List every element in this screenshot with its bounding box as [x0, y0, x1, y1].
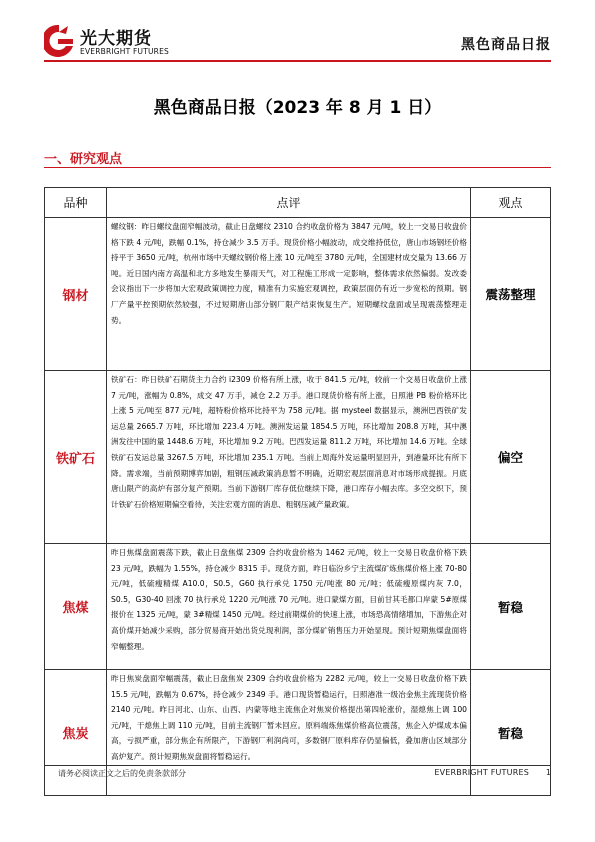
- view-cell: 暂稳: [471, 544, 551, 670]
- section-divider: [44, 167, 551, 168]
- header-product: 品种: [45, 188, 107, 218]
- everbright-logo-icon: [44, 24, 74, 58]
- logo-english-name: EVERBRIGHT FUTURES: [80, 47, 169, 56]
- page-header: [0, 0, 595, 70]
- footer-brand: EVERBRIGHT FUTURES: [434, 768, 529, 777]
- view-cell: 偏空: [471, 371, 551, 544]
- table-row-steel: [45, 218, 551, 371]
- table-row-iron-ore: [45, 371, 551, 544]
- product-cell: 焦炭: [45, 670, 107, 796]
- disclaimer-text: 请务必阅读正文之后的免责条款部分: [58, 769, 186, 778]
- table-row-coking-coal: [45, 544, 551, 670]
- table-header-row: [45, 188, 551, 218]
- document-title: 黑色商品日报（2023 年 8 月 1 日）: [153, 98, 442, 118]
- product-cell: 钢材: [45, 218, 107, 371]
- report-name: 黑色商品日报: [461, 37, 551, 53]
- comment-cell: 铁矿石：昨日铁矿石期货主力合约 i2309 价格有所上涨，收于 841.5 元/吨，较前一个交易日收盘价上涨 7 元/吨，涨幅为 0.8%，成交 47 万手，减仓 2.2 万手。港口现货价格有所上涨，日照港 PB 粉价格环比上涨 5 元/吨至 877 元/吨，超特粉价格环比持平为 758 元/吨。据 mysteel 数据显示，澳洲巴西铁矿发运总量 2665.7 万吨，环比增加 223.4 万吨。澳洲发运量 1854.5 万吨，环比增加 208.8 万吨，其中澳洲发往中国的量 1448.6 万吨，环比增加 9.2 万吨。巴西发运量 811.2 万吨，环比增加 14.6 万吨。全球铁矿石发运总量 3267.5 万吨，环比增加 235.1 万吨。当前上周海外发运量明显回升，到港量环比有所下降。需求端，当前预期博弈加剧，粗钢压减政策消息暂不明确，近期宏观层面消息对市场形成提振。月底唐山限产的高炉有部分复产预期。当前下游钢厂库存低位继续下降，港口库存小幅去库。多空交织下，预计铁矿石价格短期偏空看待，关注宏观方面的消息、粗钢压减产量政策。: [107, 371, 471, 544]
- product-cell: 铁矿石: [45, 371, 107, 544]
- header-view: 观点: [471, 188, 551, 218]
- product-cell: 焦煤: [45, 544, 107, 670]
- section-heading: 一、研究观点: [44, 152, 123, 167]
- logo-chinese-name: 光大期货: [80, 29, 152, 49]
- comment-cell: 昨日焦煤盘面震荡下跌，截止日盘焦煤 2309 合约收盘价格为 1462 元/吨，较上一交易日收盘价格下跌 23 元/吨，跌幅为 1.55%，持仓减少 8315 手。现货方面，昨日临汾乡宁主流煤矿炼焦煤价格上涨 70-80 元/吨，低硫瘦精煤 A10.0，S0.5，G60 执行承兑 1750 元/吨涨 80 元/吨；低硫瘦原煤内灰 7.0，S0.5，G30-40 回涨 70 执行承兑 1220 元/吨涨 70 元/吨。进口蒙煤方面，目前甘其毛都口岸蒙 5#原煤报价在 1325 元/吨，蒙 3#精煤 1450 元/吨。经过前期煤价的快速上涨，市场恐高情绪增加，下游焦企对高价煤开始减少采购，部分贸易商开始出货兑现利润，部分煤矿销售压力开始显现。预计短期焦煤盘面将窄幅整理。: [107, 544, 471, 670]
- research-table: [44, 187, 551, 796]
- footer-divider: [44, 765, 551, 766]
- header-divider: [44, 60, 551, 62]
- comment-cell: 螺纹钢：昨日螺纹盘面窄幅波动，截止日盘螺纹 2310 合约收盘价格为 3847 元/吨，较上一交易日收盘价格下跌 4 元/吨，跌幅 0.1%，持仓减少 3.5 万手。现货价格小幅波动，成交维持低位，唐山市场钢坯价格持平于 3650 元/吨，杭州市场中天螺纹钢价格上涨 10 元/吨至 3780 元/吨，全国建材成交量为 13.66 万吨。近日国内南方高温和北方多地发生暴雨天气，对工程施工形成一定影响，整体需求依然偏弱。发改委会议指出下一步将加大宏观政策调控力度，精准有力实施宏观调控，政策层面仍有近一步宽松的预期。钢厂产量平控预期依然较强，不过短期唐山部分钢厂限产结束恢复生产。短期螺纹盘面或呈现震荡整理走势。: [107, 218, 471, 371]
- view-cell: 震荡整理: [471, 218, 551, 371]
- header-comment: 点评: [107, 188, 471, 218]
- view-cell: 暂稳: [471, 670, 551, 796]
- comment-cell: 昨日焦炭盘面窄幅震荡，截止日盘焦炭 2309 合约收盘价格为 2282 元/吨，较上一交易日收盘价格下跌 15.5 元/吨，跌幅为 0.67%，持仓减少 2349 手。港口现货暂稳运行，日照港准一级冶金焦主流现货价格 2140 元/吨。昨日河北、山东、山西、内蒙等地主流焦企对焦炭价格提出第四轮涨价，湿熄焦上调 100 元/吨，干熄焦上调 110 元/吨，目前主流钢厂暂未回应。原料端炼焦煤价格高位震荡，焦企入炉煤成本偏高，亏损严重，部分焦企有所限产，下游钢厂利润尚可，多数钢厂原料库存仍显偏低，叠加唐山区域部分高炉复产。预计短期焦炭盘面将暂稳运行。: [107, 670, 471, 796]
- company-logo: [44, 24, 174, 60]
- page-number: 1: [545, 768, 551, 777]
